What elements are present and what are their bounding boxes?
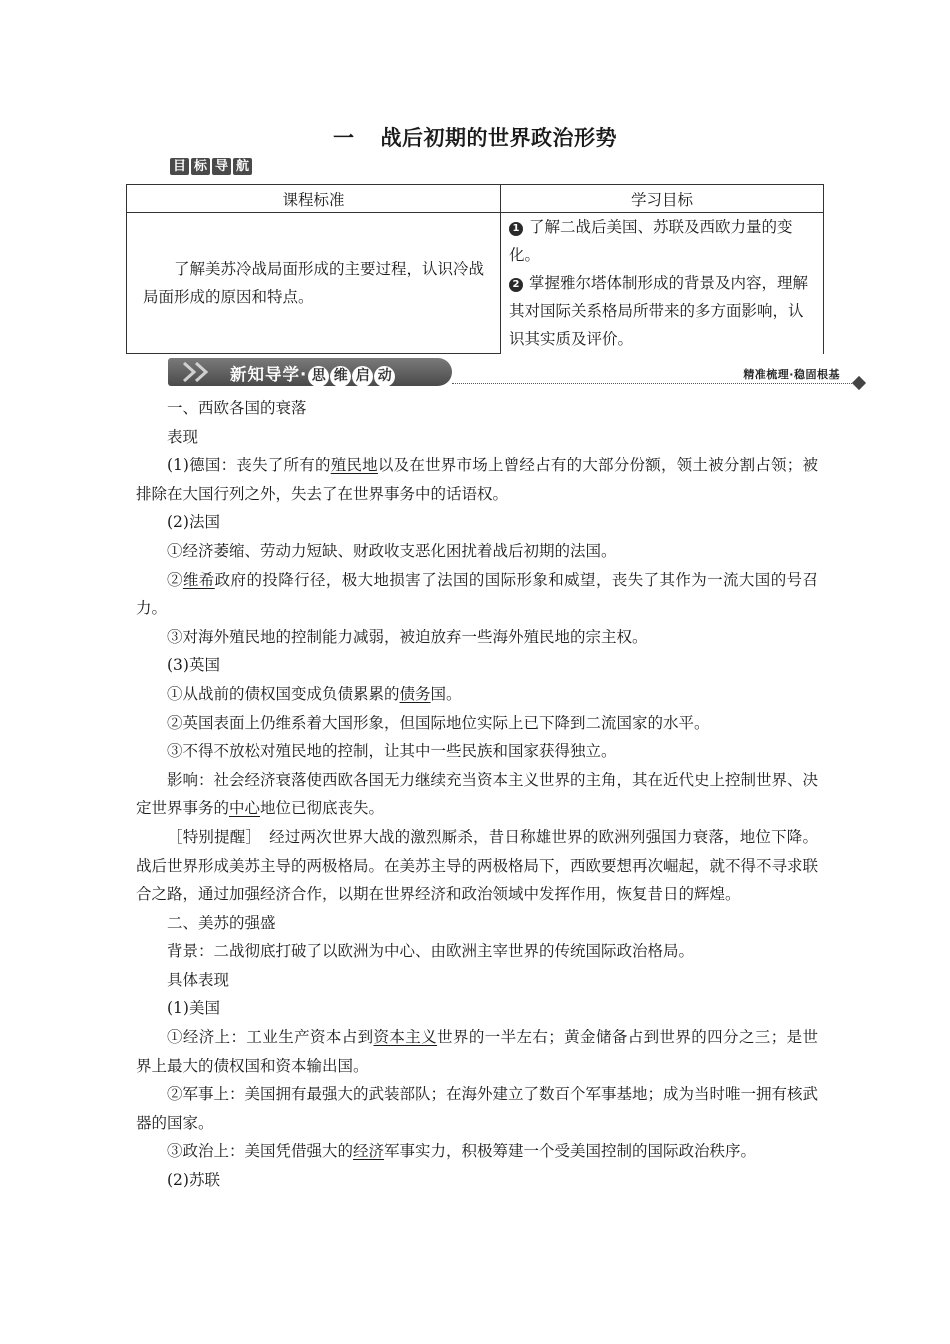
banner-bar [168, 358, 452, 386]
title-text: 战后初期的世界政治形势 [380, 126, 617, 150]
circled-number-icon: 1 [509, 222, 523, 236]
paragraph: ②英国表面上仍维系着大国形象，但国际地位实际上已下降到二流国家的水平。 [167, 713, 710, 732]
paragraph: 表现 [167, 427, 199, 446]
paragraph: (2)苏联 [167, 1171, 220, 1190]
paragraph: ①经济萎缩、劳动力短缺、财政收支恶化困扰着战后初期的法国。 [167, 541, 617, 560]
page-title [0, 122, 950, 152]
goals-cell [501, 213, 824, 354]
paragraph: (3)英国 [167, 656, 220, 675]
header-standard: 课程标准 [127, 185, 501, 213]
curriculum-table [126, 184, 824, 354]
paragraph: (1)德国：丧失了所有的殖民地以及在世界市场上曾经占有的大部分份额，领土被分割占领；被排除在大国行列之外，失去了在世界事务中的话语权。 [136, 456, 818, 503]
paragraph: 背景：二战彻底打破了以欧洲为中心、由欧洲主宰世界的传统国际政治格局。 [167, 942, 695, 961]
banner-dotted-line [452, 383, 856, 384]
special-note: ［特别提醒］ 经过两次世界大战的激烈厮杀，昔日称雄世界的欧洲列强国力衰落，地位下降。战后世界形成美苏主导的两极格局。在美苏主导的两极格局下，西欧要想再次崛起，就不得不寻求联合之路，通过加强经济合作，以期在世界经济和政治领域中发挥作用，恢复昔日的辉煌。 [136, 827, 819, 904]
banner-title: 新知导学· 思 维 启 动 [230, 361, 395, 387]
standard-cell: 了解美苏冷战局面形成的主要过程，认识冷战局面形成的原因和特点。 [127, 213, 501, 354]
heading-2: 二、美苏的强盛 [167, 913, 276, 932]
title-number: 一 [333, 126, 355, 150]
badge-char: 目 [170, 158, 189, 175]
banner-subtitle: 精准梳理·稳固根基 [743, 368, 840, 381]
goal-item: 2 掌握雅尔塔体制形成的背景及内容，理解其对国际关系格局所带来的多方面影响，认识其实质及评价。 [509, 274, 809, 348]
paragraph: (2)法国 [167, 513, 220, 532]
badge-char: 航 [233, 158, 252, 175]
goal-item: 1 了解二战后美国、苏联及西欧力量的变化。 [509, 218, 793, 264]
paragraph: ①从战前的债权国变成负债累累的债务国。 [167, 684, 462, 703]
badge-char: 标 [191, 158, 210, 175]
paragraph: 影响：社会经济衰落使西欧各国无力继续充当资本主义世界的主角，其在近代史上控制世界、决定世界事务的中心地位已彻底丧失。 [136, 770, 819, 818]
paragraph: 具体表现 [167, 970, 230, 989]
paragraph: ②军事上：美国拥有最强大的武装部队；在海外建立了数百个军事基地；成为当时唯一拥有核武器的国家。 [136, 1085, 819, 1132]
paragraph: ①经济上：工业生产资本占到资本主义世界的一半左右；黄金储备占到世界的四分之三；是世界上最大的债权国和资本输出国。 [136, 1028, 818, 1075]
body-text [136, 394, 818, 1195]
header-goals: 学习目标 [501, 185, 824, 213]
section-banner [168, 358, 868, 388]
paragraph: ③对海外殖民地的控制能力减弱，被迫放弃一些海外殖民地的宗主权。 [167, 627, 648, 646]
double-chevron-icon [182, 362, 222, 382]
paragraph: (1)美国 [167, 999, 220, 1018]
badge-char: 导 [212, 158, 231, 175]
paragraph: ③不得不放松对殖民地的控制，让其中一些民族和国家获得独立。 [167, 742, 617, 761]
diamond-icon [852, 376, 866, 390]
paragraph: ②维希政府的投降行径，极大地损害了法国的国际形象和威望，丧失了其作为一流大国的号召力。 [136, 570, 818, 618]
circled-number-icon: 2 [509, 278, 523, 292]
paragraph: ③政治上：美国凭借强大的经济军事实力，积极筹建一个受美国控制的国际政治秩序。 [167, 1142, 757, 1161]
goal-navigation-badge [170, 158, 252, 175]
heading-1: 一、西欧各国的衰落 [167, 399, 307, 417]
